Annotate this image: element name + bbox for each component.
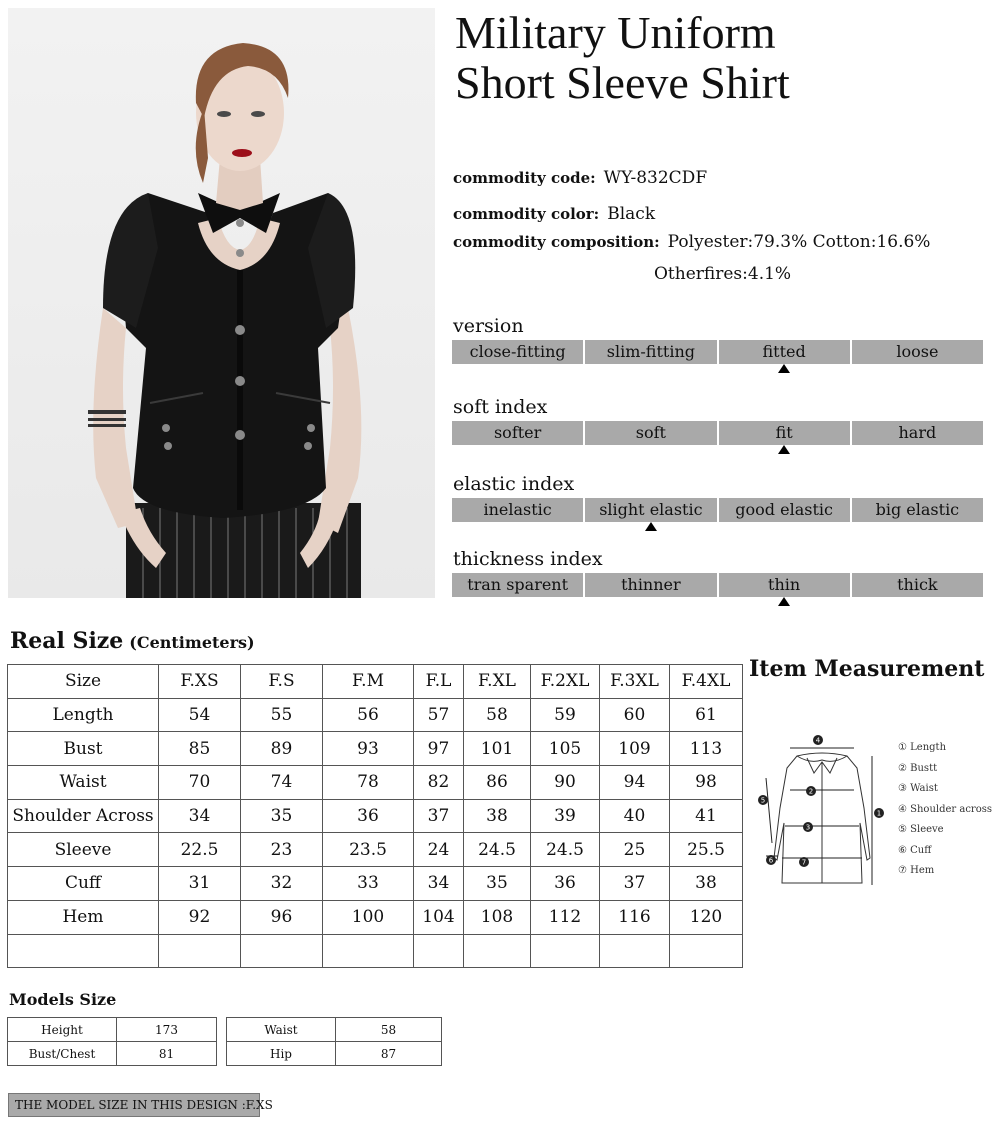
table-row (8, 1018, 217, 1042)
table-cell: 58 (464, 698, 531, 732)
thickness-index-option: thick (852, 573, 983, 597)
table-cell: 23.5 (323, 833, 414, 867)
commodity-composition-row (453, 232, 930, 252)
table-cell: 104 (414, 900, 464, 934)
table-cell: 54 (159, 698, 241, 732)
models-size-title: Models Size (9, 990, 117, 1009)
table-row (8, 732, 743, 766)
table-cell: 35 (241, 799, 323, 833)
table-cell (159, 934, 241, 968)
commodity-color-row (453, 204, 655, 224)
table-row (8, 934, 743, 968)
model-bust-value: 81 (117, 1042, 217, 1066)
item-measurement-title: Item Measurement (749, 656, 985, 682)
soft-index-option: fit (719, 421, 850, 445)
legend-length: ① Length (898, 742, 947, 753)
version-scale (452, 340, 983, 364)
table-cell: 38 (464, 799, 531, 833)
coat-measurement-diagram-icon (752, 728, 892, 893)
table-cell: 86 (464, 766, 531, 800)
table-cell: 96 (241, 900, 323, 934)
marker-6-label: 6 (768, 856, 774, 865)
table-row (227, 1042, 442, 1066)
table-cell: 98 (670, 766, 743, 800)
models-size-table-right (226, 1017, 442, 1066)
table-cell: 120 (670, 900, 743, 934)
table-row-label: Waist (8, 766, 159, 800)
table-cell: 108 (464, 900, 531, 934)
table-header-row (8, 665, 743, 699)
marker-2-label: 2 (808, 787, 814, 796)
table-cell: 41 (670, 799, 743, 833)
table-row (227, 1018, 442, 1042)
table-cell: 38 (670, 867, 743, 901)
model-height-value: 173 (117, 1018, 217, 1042)
table-cell: 70 (159, 766, 241, 800)
commodity-color-value: Black (607, 204, 656, 224)
table-cell: 113 (670, 732, 743, 766)
version-option: slim-fitting (585, 340, 716, 364)
legend-shoulder: ④ Shoulder across (898, 803, 992, 815)
table-cell: 85 (159, 732, 241, 766)
table-cell: 56 (323, 698, 414, 732)
table-cell: 24.5 (464, 833, 531, 867)
table-row-label: Hem (8, 900, 159, 934)
soft-index-marker-icon (778, 445, 790, 454)
commodity-composition-label: commodity composition: (453, 233, 660, 251)
thickness-index-scale (452, 573, 983, 597)
table-cell: 109 (600, 732, 670, 766)
soft-index-scale (452, 421, 983, 445)
real-size-heading: Real Size (10, 628, 124, 654)
table-cell: 55 (241, 698, 323, 732)
product-photo (8, 8, 435, 598)
table-cell: 23 (241, 833, 323, 867)
table-header-cell: F.M (323, 665, 414, 699)
table-cell: 36 (531, 867, 600, 901)
legend-cuff: ⑥ Cuff (898, 844, 932, 856)
table-cell: 37 (600, 867, 670, 901)
title-line-1: Military Uniform (455, 7, 776, 58)
table-cell: 60 (600, 698, 670, 732)
table-cell: 94 (600, 766, 670, 800)
table-cell: 22.5 (159, 833, 241, 867)
table-cell: 32 (241, 867, 323, 901)
table-row (8, 867, 743, 901)
legend-waist: ③ Waist (898, 783, 938, 794)
model-design-note: THE MODEL SIZE IN THIS DESIGN :F.XS (8, 1093, 260, 1117)
table-cell: 37 (414, 799, 464, 833)
table-cell: 40 (600, 799, 670, 833)
elastic-index-option: good elastic (719, 498, 850, 522)
table-cell: 92 (159, 900, 241, 934)
thickness-index-option: tran sparent (452, 573, 583, 597)
soft-index-option: soft (585, 421, 716, 445)
elastic-index-option: slight elastic (585, 498, 716, 522)
commodity-code-label: commodity code: (453, 169, 596, 187)
version-option: close-fitting (452, 340, 583, 364)
table-header-cell: F.XS (159, 665, 241, 699)
table-cell (464, 934, 531, 968)
table-cell (323, 934, 414, 968)
table-cell (241, 934, 323, 968)
marker-4-label: 4 (815, 736, 821, 745)
table-row-label: Bust (8, 732, 159, 766)
table-row (8, 698, 743, 732)
legend-sleeve: ⑤ Sleeve (898, 824, 944, 835)
table-cell: 74 (241, 766, 323, 800)
table-row-label: Sleeve (8, 833, 159, 867)
title-line-2: Short Sleeve Shirt (455, 57, 790, 108)
table-cell: 82 (414, 766, 464, 800)
table-cell: 25.5 (670, 833, 743, 867)
table-row-label: Shoulder Across (8, 799, 159, 833)
elastic-index-option: big elastic (852, 498, 983, 522)
commodity-composition-value: Polyester:79.3% Cotton:16.6% (667, 232, 931, 252)
table-header-cell: F.2XL (531, 665, 600, 699)
table-row (8, 799, 743, 833)
table-row-label: Cuff (8, 867, 159, 901)
version-marker-icon (778, 364, 790, 373)
thickness-index-option: thinner (585, 573, 716, 597)
soft-index-option: softer (452, 421, 583, 445)
table-cell: 93 (323, 732, 414, 766)
table-cell: 59 (531, 698, 600, 732)
table-cell: 36 (323, 799, 414, 833)
table-cell: 24 (414, 833, 464, 867)
table-cell: 97 (414, 732, 464, 766)
table-cell: 25 (600, 833, 670, 867)
marker-5-label: 5 (760, 796, 766, 805)
table-cell: 31 (159, 867, 241, 901)
version-option: fitted (719, 340, 850, 364)
table-cell: 105 (531, 732, 600, 766)
table-cell: 90 (531, 766, 600, 800)
table-row-label (8, 934, 159, 968)
table-cell (600, 934, 670, 968)
commodity-color-label: commodity color: (453, 205, 600, 223)
table-cell: 116 (600, 900, 670, 934)
marker-7-label: 7 (801, 858, 807, 867)
commodity-code-row (453, 168, 707, 188)
table-header-cell: F.L (414, 665, 464, 699)
table-cell: 78 (323, 766, 414, 800)
table-cell: 24.5 (531, 833, 600, 867)
marker-3-label: 3 (805, 823, 811, 832)
table-header-cell: F.XL (464, 665, 531, 699)
table-header-cell: F.3XL (600, 665, 670, 699)
table-cell (414, 934, 464, 968)
table-cell: 57 (414, 698, 464, 732)
product-title (455, 8, 995, 108)
table-row (8, 766, 743, 800)
version-title: version (453, 315, 524, 337)
table-row (8, 1042, 217, 1066)
thickness-index-option: thin (719, 573, 850, 597)
model-waist-value: 58 (336, 1018, 442, 1042)
table-cell: 101 (464, 732, 531, 766)
commodity-composition-row-2 (654, 264, 791, 284)
table-cell: 34 (414, 867, 464, 901)
model-waist-label: Waist (227, 1018, 336, 1042)
table-cell (531, 934, 600, 968)
table-header-cell: Size (8, 665, 159, 699)
thickness-index-title: thickness index (453, 548, 603, 570)
table-cell: 61 (670, 698, 743, 732)
marker-1-label: 1 (876, 809, 882, 818)
legend-hem: ⑦ Hem (898, 865, 935, 876)
table-header-cell: F.4XL (670, 665, 743, 699)
table-row-label: Length (8, 698, 159, 732)
elastic-index-scale (452, 498, 983, 522)
table-cell: 39 (531, 799, 600, 833)
table-cell: 89 (241, 732, 323, 766)
elastic-index-marker-icon (645, 522, 657, 531)
model-bust-label: Bust/Chest (8, 1042, 117, 1066)
table-cell (670, 934, 743, 968)
elastic-index-title: elastic index (453, 473, 575, 495)
soft-index-option: hard (852, 421, 983, 445)
measurement-legend (898, 738, 992, 882)
table-row (8, 833, 743, 867)
version-option: loose (852, 340, 983, 364)
table-cell: 112 (531, 900, 600, 934)
commodity-code-value: WY-832CDF (603, 168, 708, 188)
table-cell: 100 (323, 900, 414, 934)
model-hip-label: Hip (227, 1042, 336, 1066)
table-cell: 35 (464, 867, 531, 901)
elastic-index-option: inelastic (452, 498, 583, 522)
commodity-composition-value-2: Otherfires:4.1% (654, 264, 792, 284)
real-size-table (7, 664, 743, 968)
table-header-cell: F.S (241, 665, 323, 699)
models-size-table-left (7, 1017, 217, 1066)
table-cell: 34 (159, 799, 241, 833)
legend-bust: ② Bustt (898, 762, 938, 774)
table-row (8, 900, 743, 934)
thickness-index-marker-icon (778, 597, 790, 606)
real-size-title (10, 628, 255, 654)
real-size-unit: (Centimeters) (129, 633, 255, 652)
soft-index-title: soft index (453, 396, 548, 418)
model-height-label: Height (8, 1018, 117, 1042)
model-hip-value: 87 (336, 1042, 442, 1066)
table-cell: 33 (323, 867, 414, 901)
